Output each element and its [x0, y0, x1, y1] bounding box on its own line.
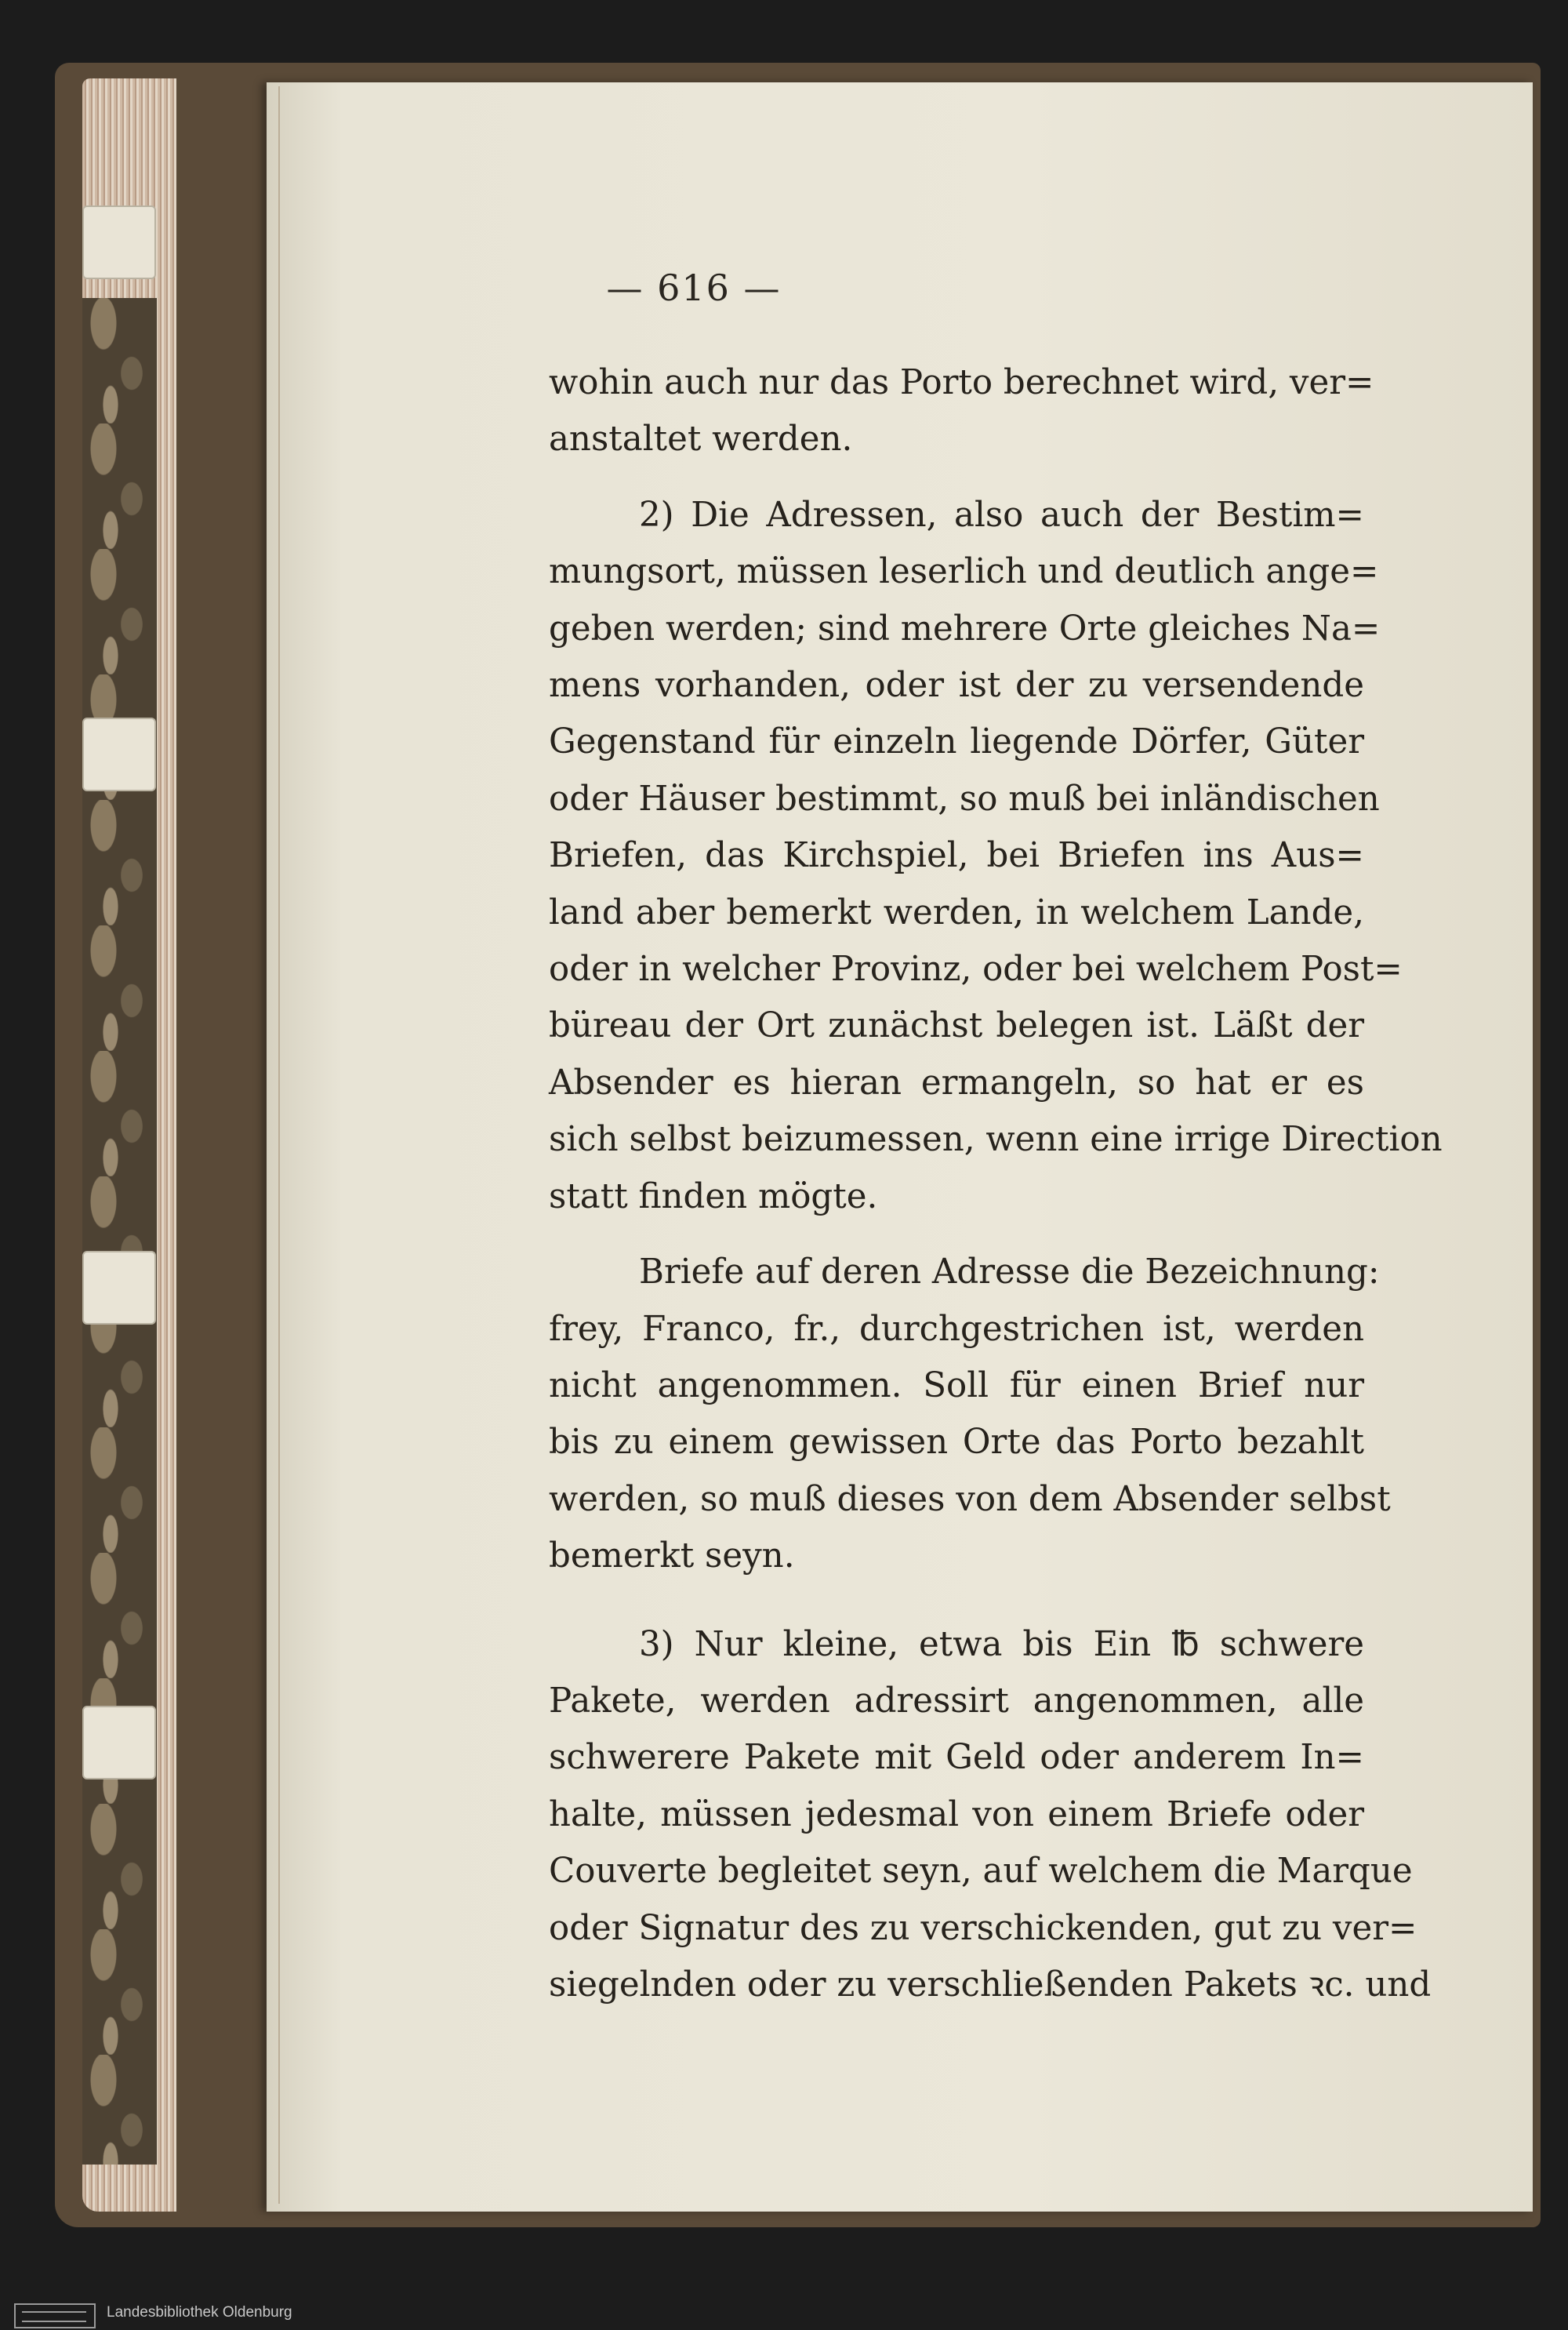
marbled-cover-edge [82, 298, 157, 2165]
text-line: oder Signatur des zu verschickenden, gut zu ver= [549, 1908, 1417, 1948]
paper-tab [82, 1251, 156, 1325]
text-line: bemerkt seyn. [549, 1536, 795, 1576]
library-logo-icon [14, 2303, 96, 2328]
text-line: schwerere Pakete mit Geld oder anderem In= [549, 1738, 1364, 1778]
text-line: 3) Nur kleine, etwa bis Ein ℔ schwere [639, 1624, 1364, 1664]
text-line: Absender es hieran ermangeln, so hat er es [549, 1063, 1364, 1103]
paper-tab [82, 718, 156, 791]
text-line: land aber bemerkt werden, in welchem Lande, [549, 892, 1364, 932]
text-line: siegelnden oder zu verschließenden Pakets ꝛc. und [549, 1965, 1432, 2005]
text-line: 2) Die Adressen, also auch der Bestim= [639, 495, 1364, 535]
text-line: halte, müssen jedesmal von einem Briefe oder [549, 1794, 1364, 1834]
text-line: nicht angenommen. Soll für einen Brief nur [549, 1365, 1364, 1405]
text-line: werden, so muß dieses von dem Absender selbst [549, 1479, 1391, 1519]
text-line: oder in welcher Provinz, oder bei welchem Post= [549, 950, 1403, 990]
text-line: frey, Franco, fr., durchgestrichen ist, werden [549, 1309, 1364, 1349]
text-line: Couverte begleitet seyn, auf welchem die Marque [549, 1852, 1413, 1892]
text-line: Gegenstand für einzeln liegende Dörfer, Güter [549, 722, 1364, 762]
text-line: Pakete, werden adressirt angenommen, alle [549, 1681, 1364, 1721]
text-line: büreau der Ort zunächst belegen ist. Läßt der [549, 1006, 1364, 1046]
text-line: mungsort, müssen leserlich und deutlich ange= [549, 552, 1379, 592]
paper-tab [82, 205, 156, 279]
paper-tab [82, 1706, 156, 1779]
text-line: mens vorhanden, oder ist der zu versendende [549, 666, 1364, 706]
page-text [549, 354, 1443, 2013]
text-line: geben werden; sind mehrere Orte gleiches Na= [549, 609, 1381, 649]
text-line: Briefen, das Kirchspiel, bei Briefen ins Aus= [549, 836, 1364, 876]
page-margin-line [278, 86, 280, 2204]
text-line: wohin auch nur das Porto berechnet wird, ver= [549, 363, 1374, 402]
text-line: anstaltet werden. [549, 420, 853, 460]
text-line: Briefe auf deren Adresse die Bezeichnung: [639, 1252, 1380, 1292]
library-label: Landesbibliothek Oldenburg [107, 2304, 292, 2321]
page-number: — 616 — [606, 267, 782, 309]
text-line: oder Häuser bestimmt, so muß bei inländischen [549, 779, 1380, 819]
text-line: sich selbst beizumessen, wenn eine irrige Direction [549, 1120, 1443, 1160]
text-line: statt finden mögte. [549, 1176, 878, 1216]
text-line: bis zu einem gewissen Orte das Porto bezahlt [549, 1423, 1364, 1463]
